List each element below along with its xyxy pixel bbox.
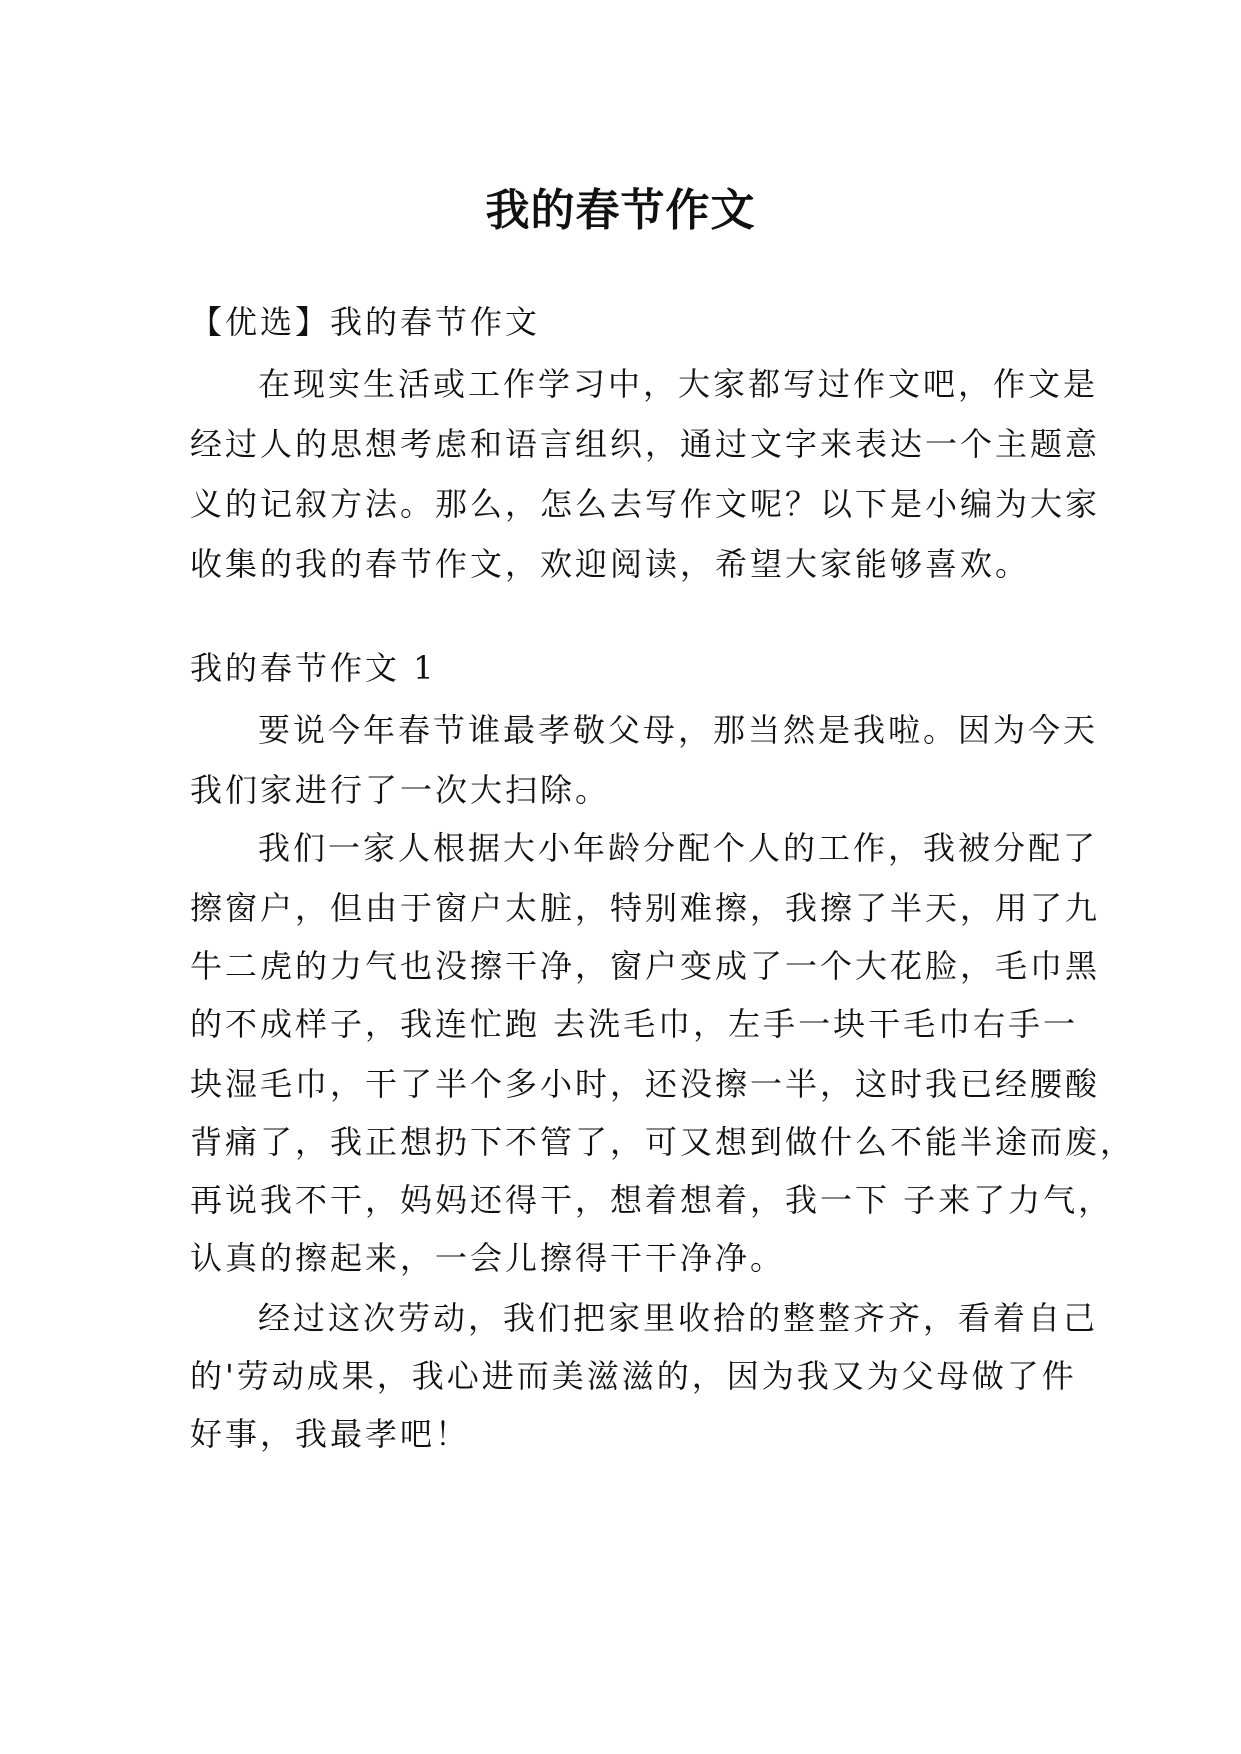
essay-line-9: 再说我不干，妈妈还得干，想着想着，我一下 子来了力气， (190, 1181, 1114, 1219)
intro-line-4: 收集的我的春节作文，欢迎阅读，希望大家能够喜欢。 (190, 545, 1031, 583)
intro-line-1: 在现实生活或工作学习中，大家都写过作文吧，作文是 (258, 365, 1099, 403)
essay-line-2: 我们家进行了一次大扫除。 (190, 771, 611, 809)
intro-line-2: 经过人的思想考虑和语言组织，通过文字来表达一个主题意 (190, 425, 1101, 463)
essay-line-6: 的不成样子，我连忙跑 去洗毛巾，左手一块干毛巾右手一 (190, 1005, 1079, 1043)
essay-line-8: 背痛了，我正想扔下不管了，可又想到做什么不能半途而废， (190, 1123, 1136, 1161)
essay-line-5: 牛二虎的力气也没擦干净，窗户变成了一个大花脸，毛巾黑 (190, 947, 1101, 985)
essay-line-1: 要说今年春节谁最孝敬父母，那当然是我啦。因为今天 (258, 711, 1099, 749)
essay-heading: 我的春节作文 1 (190, 649, 437, 687)
essay-line-11: 经过这次劳动，我们把家里收拾的整整齐齐，看着自己 (258, 1299, 1099, 1337)
intro-line-3: 义的记叙方法。那么，怎么去写作文呢？以下是小编为大家 (190, 485, 1101, 523)
essay-line-7: 块湿毛巾，干了半个多小时，还没擦一半，这时我已经腰酸 (190, 1065, 1101, 1103)
subtitle-line: 【优选】我的春节作文 (190, 303, 541, 341)
essay-line-3: 我们一家人根据大小年龄分配个人的工作，我被分配了 (258, 829, 1099, 867)
essay-line-13: 好事，我最孝吧！ (190, 1415, 471, 1453)
essay-line-10: 认真的擦起来，一会儿擦得干干净净。 (190, 1239, 786, 1277)
document-title: 我的春节作文 (485, 185, 756, 237)
essay-line-12: 的'劳动成果，我心进而美滋滋的，因为我又为父母做了件 (190, 1357, 1077, 1395)
essay-line-4: 擦窗户，但由于窗户太脏，特别难擦，我擦了半天，用了九 (190, 889, 1101, 927)
